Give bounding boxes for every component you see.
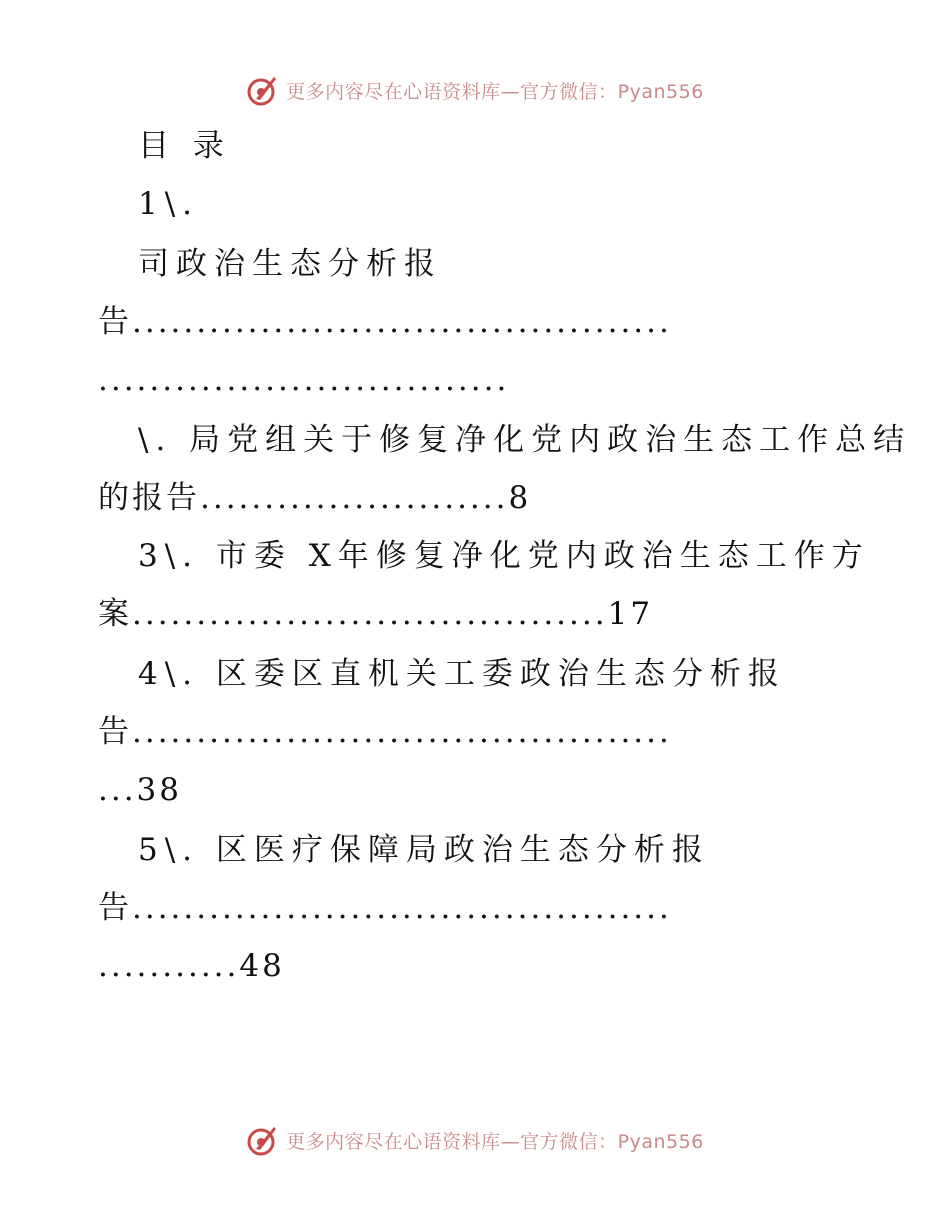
toc-line: 3\. 市委 X年修复净化党内政治生态工作方 — [138, 538, 870, 574]
toc-line: ...........48 — [98, 948, 285, 984]
toc-line: 案.....................................17 — [98, 596, 654, 632]
toc-line: \. 局党组关于修复净化党内政治生态工作总结 — [138, 422, 912, 458]
footer-banner — [0, 1120, 950, 1160]
header-banner-text: 更多内容尽在心语资料库—官方微信：Pyan556 — [286, 80, 704, 103]
toc-line: 司政治生态分析报 — [138, 246, 442, 282]
quill-logo-icon — [246, 73, 280, 107]
toc-line: 告.......................................... — [98, 714, 672, 750]
toc-line: 4\. 区委区直机关工委政治生态分析报 — [138, 656, 786, 692]
quill-logo-icon — [246, 1123, 280, 1157]
footer-banner-text: 更多内容尽在心语资料库—官方微信：Pyan556 — [286, 1130, 704, 1153]
toc-line: ...38 — [98, 772, 183, 808]
toc-line: 5\. 区医疗保障局政治生态分析报 — [138, 832, 710, 868]
toc-line: ................................ — [98, 362, 510, 398]
toc-line: 告.......................................... — [98, 304, 672, 340]
toc-line: 告.......................................... — [98, 890, 672, 926]
toc-heading: 目 录 — [138, 128, 231, 164]
header-banner — [0, 70, 950, 110]
toc-line: 1\. — [138, 186, 200, 222]
toc-line: 的报告........................8 — [98, 480, 532, 516]
